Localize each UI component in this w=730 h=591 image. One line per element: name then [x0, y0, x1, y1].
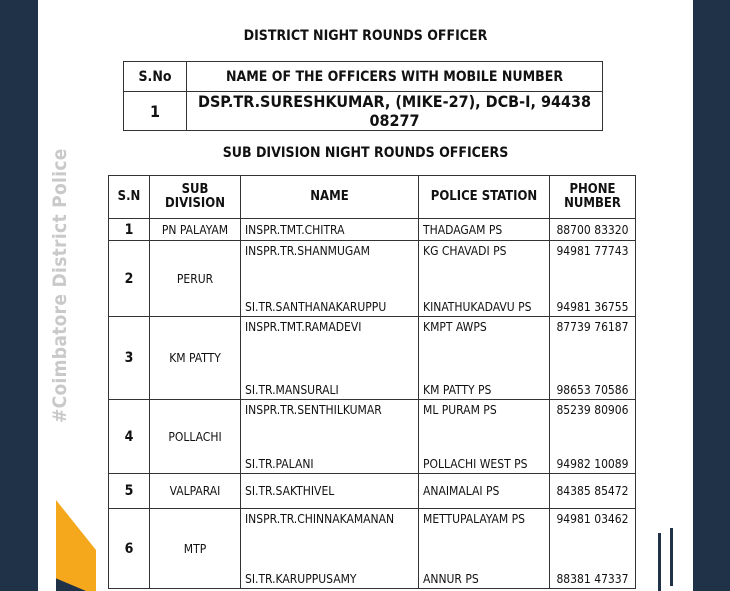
cell-phone-line: 98653 70586 — [556, 382, 629, 397]
table-row — [109, 241, 636, 317]
cell-sn: 6 — [109, 509, 150, 589]
district-row-name: DSP.TR.SURESHKUMAR, (MIKE-27), DCB-I, 94438 08277 — [187, 92, 603, 131]
cell-name-line: SI.TR.SAKTHIVEL — [245, 484, 335, 498]
cell-station — [419, 241, 550, 317]
cell-name — [241, 400, 419, 474]
subdivision-title: SUB DIVISION NIGHT ROUNDS OFFICERS — [222, 145, 509, 161]
cell-sn: 4 — [109, 400, 150, 474]
cell-phone — [550, 241, 636, 317]
cell-phone-line: 94981 03462 — [556, 511, 629, 526]
document-page — [38, 0, 693, 591]
cell-station — [419, 474, 550, 509]
cell-sn: 5 — [109, 474, 150, 509]
cell-division: PN PALAYAM — [150, 219, 241, 241]
cell-division: MTP — [150, 509, 241, 589]
cell-sn: 3 — [109, 317, 150, 400]
subdivision-table — [108, 175, 636, 589]
cell-station-line: KM PATTY PS — [423, 382, 492, 397]
cell-phone-line: 85239 80906 — [556, 402, 629, 417]
header-sn: S.N — [109, 176, 150, 219]
cell-station — [419, 317, 550, 400]
header-name: NAME — [241, 176, 419, 219]
cell-name — [241, 317, 419, 400]
cell-phone-line: 84385 85472 — [556, 484, 629, 498]
cell-phone-line: 94982 10089 — [556, 456, 629, 471]
cell-division: KM PATTY — [150, 317, 241, 400]
district-header-sno: S.No — [124, 62, 187, 92]
cell-division: POLLACHI — [150, 400, 241, 474]
cell-name-line: INSPR.TMT.RAMADEVI — [245, 319, 362, 334]
cell-phone-line: 94981 77743 — [556, 243, 629, 258]
cell-name-line: INSPR.TMT.CHITRA — [245, 222, 345, 237]
cell-name — [241, 241, 419, 317]
cell-station — [419, 509, 550, 589]
cell-station-line: ANNUR PS — [423, 571, 479, 586]
cell-name — [241, 474, 419, 509]
cell-name — [241, 219, 419, 241]
cell-station-line: KG CHAVADI PS — [423, 243, 507, 258]
cell-division: PERUR — [150, 241, 241, 317]
cell-station-line: POLLACHI WEST PS — [423, 456, 528, 471]
decorative-bar — [670, 528, 673, 586]
cell-station-line: KINATHUKADAVU PS — [423, 299, 532, 314]
cell-phone-line: 88381 47337 — [556, 571, 629, 586]
watermark-text: #Coimbatore District Police — [49, 148, 71, 423]
cell-division: VALPARAI — [150, 474, 241, 509]
cell-phone-line: 87739 76187 — [556, 319, 629, 334]
cell-name-line: INSPR.TR.CHINNAKAMANAN — [245, 511, 395, 526]
table-row — [109, 317, 636, 400]
cell-station-line: ML PURAM PS — [423, 402, 497, 417]
district-row-sno: 1 — [124, 92, 187, 131]
cell-phone — [550, 509, 636, 589]
header-station: POLICE STATION — [419, 176, 550, 219]
cell-station-line: THADAGAM PS — [423, 222, 503, 237]
cell-sn: 2 — [109, 241, 150, 317]
cell-phone-line: 88700 83320 — [556, 222, 629, 237]
cell-station-line: METTUPALAYAM PS — [423, 511, 526, 526]
district-header-name: NAME OF THE OFFICERS WITH MOBILE NUMBER — [187, 62, 603, 92]
cell-station — [419, 219, 550, 241]
cell-name-line: SI.TR.KARUPPUSAMY — [245, 571, 357, 586]
cell-name-line: SI.TR.SANTHANAKARUPPU — [245, 299, 387, 314]
cell-phone — [550, 219, 636, 241]
cell-station-line: KMPT AWPS — [423, 319, 487, 334]
cell-phone-line: 94981 36755 — [556, 299, 629, 314]
table-row — [109, 219, 636, 241]
cell-station — [419, 400, 550, 474]
cell-phone — [550, 317, 636, 400]
header-phone: PHONE NUMBER — [550, 176, 636, 219]
table-row — [109, 400, 636, 474]
decorative-stripe — [56, 500, 96, 591]
decorative-bar — [658, 533, 661, 591]
cell-name-line: SI.TR.PALANI — [245, 456, 314, 471]
cell-station-line: ANAIMALAI PS — [423, 484, 500, 498]
table-row — [109, 509, 636, 589]
cell-sn: 1 — [109, 219, 150, 241]
cell-phone — [550, 400, 636, 474]
district-table — [123, 61, 603, 131]
cell-name — [241, 509, 419, 589]
cell-name-line: SI.TR.MANSURALI — [245, 382, 339, 397]
header-division: SUB DIVISION — [150, 176, 241, 219]
cell-name-line: INSPR.TR.SENTHILKUMAR — [245, 402, 382, 417]
district-title: DISTRICT NIGHT ROUNDS OFFICER — [243, 28, 488, 44]
cell-name-line: INSPR.TR.SHANMUGAM — [245, 243, 370, 258]
cell-phone — [550, 474, 636, 509]
table-row — [109, 474, 636, 509]
